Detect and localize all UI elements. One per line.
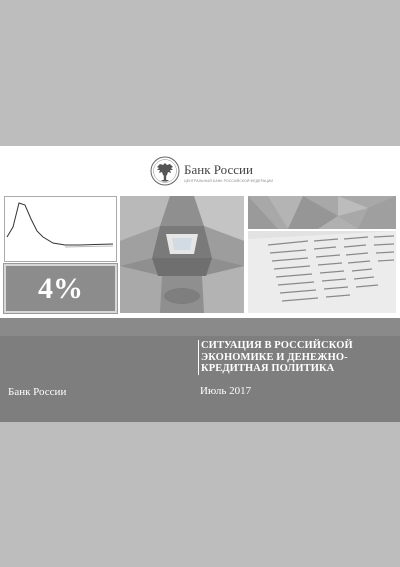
band-stripe <box>0 318 400 336</box>
architecture-photo <box>120 196 244 313</box>
report-cover <box>0 146 400 422</box>
percent-badge: 4% <box>38 272 83 305</box>
report-title: СИТУАЦИЯ В РОССИЙСКОЙ ЭКОНОМИКЕ И ДЕНЕЖНО- КРЕДИТНАЯ ПОЛИТИКА <box>198 340 399 375</box>
double-headed-eagle-icon <box>150 156 180 186</box>
geometric-pattern <box>248 196 396 229</box>
curve-graphic <box>5 197 116 261</box>
percent-badge-panel <box>4 264 117 313</box>
publisher-name: Банк России <box>8 386 67 398</box>
bank-name: Банк России <box>184 162 253 177</box>
chart-thumbnail <box>4 196 117 262</box>
document-photo <box>248 231 396 313</box>
report-date: Июль 2017 <box>200 385 252 397</box>
title-band <box>0 318 400 422</box>
bank-logo <box>150 156 274 190</box>
bank-subtitle: ЦЕНТРАЛЬНЫЙ БАНК РОССИЙСКОЙ ФЕДЕРАЦИИ <box>184 179 274 183</box>
